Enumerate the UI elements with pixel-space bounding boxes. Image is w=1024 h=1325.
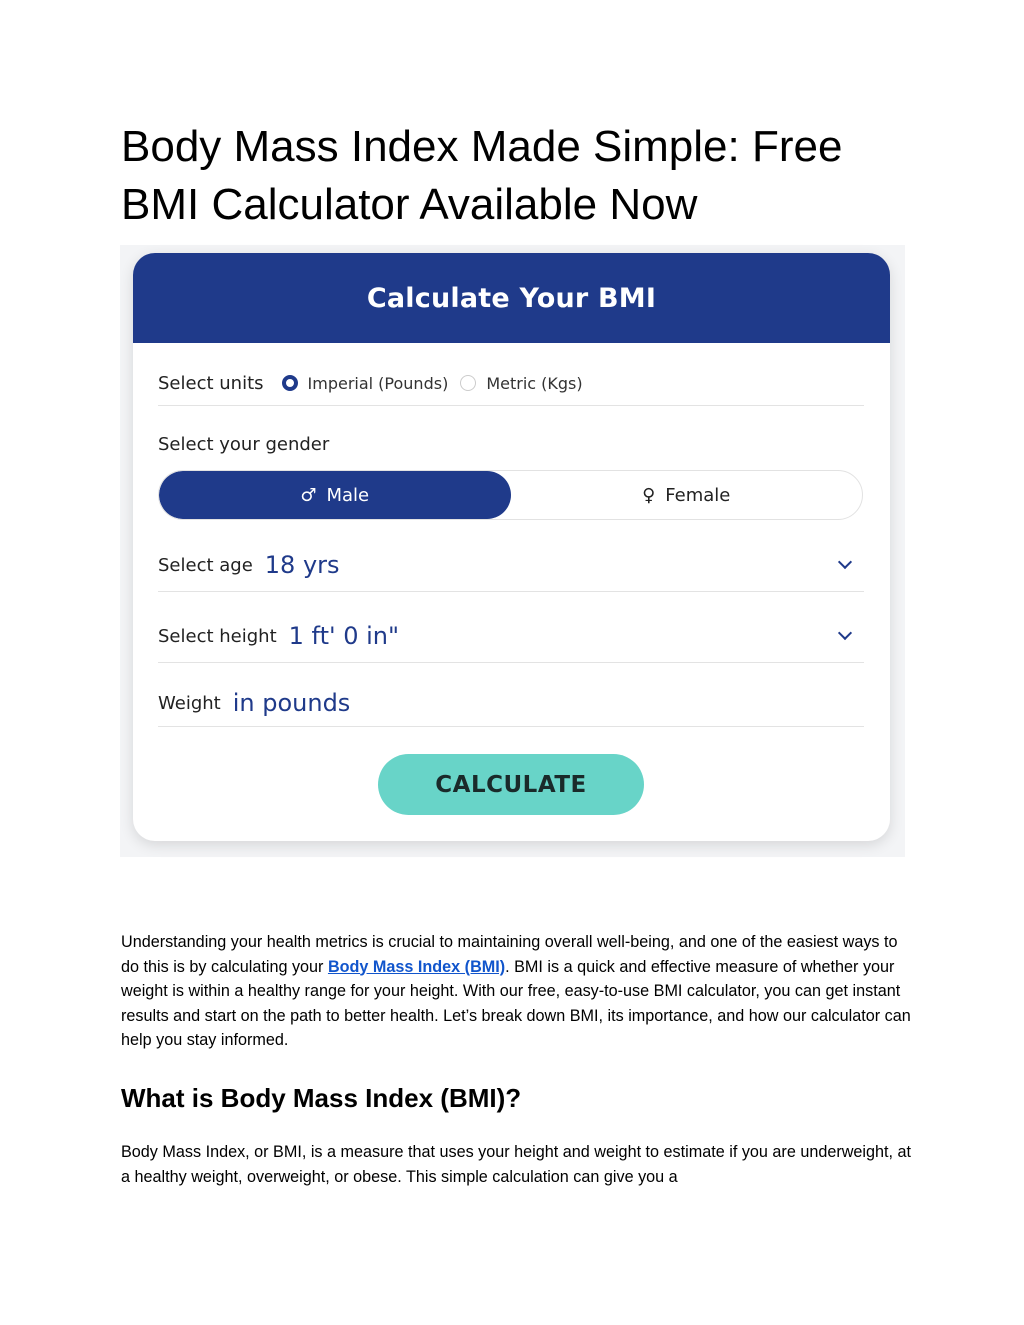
unit-option-imperial-label: Imperial (Pounds) bbox=[307, 373, 449, 393]
gender-male-label: Male bbox=[326, 484, 370, 506]
height-select[interactable] bbox=[158, 610, 864, 663]
bmi-calculator-card bbox=[133, 253, 890, 841]
height-label: Select height bbox=[158, 625, 277, 647]
title-line-2: BMI Calculator Available Now bbox=[121, 180, 698, 229]
unit-option-metric[interactable] bbox=[460, 374, 582, 393]
height-value: 1 ft' 0 in" bbox=[288, 622, 400, 650]
intro-paragraph bbox=[121, 930, 911, 1053]
units-row bbox=[158, 361, 864, 406]
bmi-link[interactable]: Body Mass Index (BMI) bbox=[327, 957, 506, 976]
calculate-button[interactable]: CALCULATE bbox=[378, 754, 644, 815]
male-icon: ♂ bbox=[300, 484, 317, 506]
chevron-down-icon[interactable] bbox=[838, 626, 852, 640]
unit-option-metric-label: Metric (Kgs) bbox=[486, 373, 583, 393]
chevron-down-icon[interactable] bbox=[838, 555, 852, 569]
gender-female-label: Female bbox=[665, 484, 731, 506]
radio-unselected-icon[interactable] bbox=[460, 375, 476, 391]
intro-text-a: Understanding your health metrics is crucial to maintaining overall well-being, and one of the easiest ways to do this is by calculating your bbox=[121, 933, 898, 976]
definition-paragraph: Body Mass Index, or BMI, is a measure that uses your height and weight to estimate if you are underweight, at a healthy weight, overweight, or obese. This simple calculation can give you a bbox=[121, 1143, 912, 1186]
gender-female-button[interactable] bbox=[511, 471, 863, 519]
units-label: Select units bbox=[158, 372, 264, 394]
age-value: 18 yrs bbox=[264, 551, 340, 579]
female-icon: ♀ bbox=[642, 484, 656, 506]
gender-male-button[interactable] bbox=[159, 471, 511, 519]
section-heading: What is Body Mass Index (BMI)? bbox=[121, 1083, 522, 1113]
weight-label: Weight bbox=[158, 692, 221, 714]
unit-option-imperial[interactable] bbox=[282, 374, 449, 393]
weight-field[interactable] bbox=[158, 680, 864, 727]
intro-text-b: . BMI is a quick and effective measure of whether your weight is within a healthy range for your height. With our free, easy-to-use BMI calculator, you can get instant results and start on the path to better health. Let’s break down BMI, its importance, and how our calculator can help you stay informed. bbox=[121, 957, 911, 1049]
age-label: Select age bbox=[158, 554, 253, 576]
radio-selected-icon[interactable] bbox=[282, 375, 298, 391]
gender-toggle bbox=[158, 470, 863, 520]
weight-input-placeholder[interactable]: in pounds bbox=[232, 689, 351, 717]
page-title bbox=[121, 118, 921, 234]
title-line-1: Body Mass Index Made Simple: Free bbox=[121, 122, 843, 171]
age-select[interactable] bbox=[158, 539, 864, 592]
gender-label: Select your gender bbox=[158, 434, 330, 455]
calculator-header: Calculate Your BMI bbox=[133, 253, 890, 343]
